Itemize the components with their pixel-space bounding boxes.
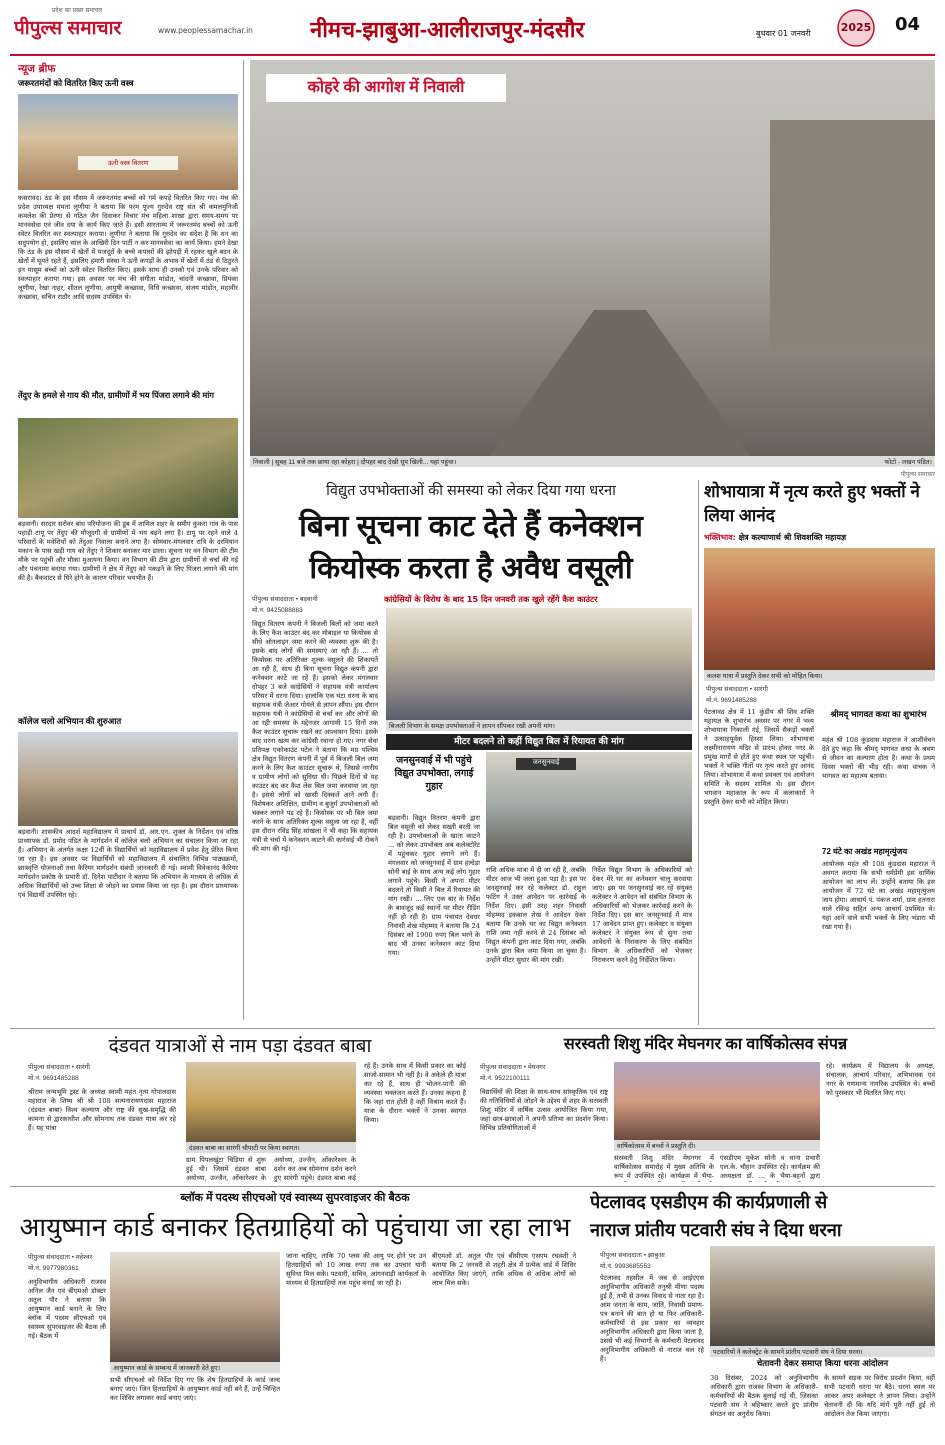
ayushman-col3: जाना चाहिए, ताकि 70 प्लस की आयु पर होने पर उन हितग्राहियों को 10 लाख रुपए तक का उपचार यानी सुविधा मिल सके। पटवारी, सचिव, आंगनवाड़ी कार्यकर्ता के माध्यम से हितग्राहियों तक पहुंच बनाई जा रही है। xyxy=(286,1252,426,1287)
meter-col3: निर्देश विद्युत विभाग के अधिकारियों को देकर मेरे घर का कनेक्शन चालू करवाया जाए। इस पर जनसुनवाई कर रहे संयुक्त कलेक्टर ने आवेदन को संबंधित विभाग के अधिकारियों को भेजकर कार्रवाई करने के निर्देश दिए। इस बार जनसुनवाई में मात्र 17 आवेदन प्राप्त हुए। कलेक्टर व संयुक्त कलेक्टर ने संयुक्त रूप से सुना तथा आवेदनों के निराकरण के लिए संबंधित विभाग के अधिकारियों को भेजकर निराकरण करने हेतु निर्देशित किया। xyxy=(592,866,692,964)
saraswati-col2: सरस्वती शिशु मंदिर मेघनगर में वार्षिकोत्सव समारोह में मुख्य अतिथि के रूप में उपस्थित रहे। कार्यक्रम में भैया- xyxy=(614,1154,714,1180)
column-divider xyxy=(243,60,244,1020)
ayushman-story xyxy=(14,1190,576,1440)
masthead-rule xyxy=(10,54,935,56)
main-story xyxy=(250,480,692,1025)
fog-photo-source: पीपुल्स समाचार xyxy=(900,471,935,478)
patwari-headline-2: नाराज प्रांतीय पटवारी संघ ने दिया धरना xyxy=(590,1220,842,1240)
brief3-title: कॉलेज चलो अभियान की शुरुआत xyxy=(18,716,122,726)
patwari-col1: पेटलावद तहसील में जब से आईएएस अनुविभागीय अधिकारी तनुश्री मीणा पदस्थ हुई हैं, तभी से उनका विवाद से नाता रहा है। आम जनता के काम, जाति, निवासी प्रमाण-पत्र बनाने की बात हो या फिर अधिकारी-कर्मचारियों से इस प्रकार का व्यवहार अनुविभागीय अधिकारी द्वारा किया जाता है, उससे भी कई विभागों के कर्मचारी पेटलावद अनुविभागीय अधिकारी से नाराज चल रहे हैं। xyxy=(600,1274,704,1363)
right-byline: पीपुल्स संवाददाता • सारंगी मो.नं. 9691485288 xyxy=(706,686,768,704)
dandavat-byline: पीपुल्स संवाददाता • सारंगी मो.नं. 9691485288 xyxy=(28,1064,90,1082)
dandavat-col2: ग्राम पिपलखुंटा चिड़िया से शुरू हुई थी। जिसमें दंडवत बाबा अयोध्या, उज्जैन, ओंकारेश्वर के xyxy=(186,1156,266,1182)
issue-date: बुधवार 01 जनवरी xyxy=(756,29,811,38)
right-sub2-title: 72 घंटे का अखंड महामृत्युंजय xyxy=(822,847,908,856)
main-byline: पीपुल्स संवाददाता • बड़वानी मो.नं. 9425088883 xyxy=(252,596,318,614)
right-kicker: भक्तिभाव: क्षेत्र कल्याणार्थ श्री शिवशक्ति महायज्ञ xyxy=(704,533,847,542)
ayushman-kicker: ब्लॉक में पदस्थ सीएचओ एवं स्वास्थ्य सुपरवाइजर की बैठक xyxy=(180,1192,410,1204)
dandavat-col3: अयोध्या, उज्जैन, ओंकारेश्वर के दर्शन कर अब सोमनाथ दर्शन करने हुए सारंगी पहुंचे। दंडवत बाबा कई xyxy=(274,1156,356,1182)
brief1-photo xyxy=(18,94,238,190)
masthead-tagline: प्रदेश का प्रखर समाचार xyxy=(52,7,103,14)
dandavat-story xyxy=(14,1032,466,1182)
brief3-photo xyxy=(18,732,238,826)
dandavat-photo-caption: दंडवत बाबा का सारंगी चौपाटी पर किया स्वागत। xyxy=(186,1142,356,1153)
brief1-photo-banner: ऊनी वस्त्र वितरण xyxy=(78,156,178,170)
main-headline-2: कियोस्क करता है अवैध वसूली xyxy=(309,552,633,585)
news-brief-label: न्यूज ब्रीफ xyxy=(18,63,56,75)
lower-rule xyxy=(10,1186,935,1187)
right-sub1-title: श्रीमद् भागवत कथा का शुभारंभ xyxy=(830,709,927,719)
brief2-title: तेंदुए के हमले से गाय की मौत, ग्रामीणों में भय पिंजरा लगाने की मांग xyxy=(18,391,214,400)
meter-photo-label: जनसुनवाई xyxy=(516,758,576,770)
brief1-body: कसरावद। ठंड के इस मौसम में जरूरतमंद बच्चों को गर्म कपड़े वितरित किए गए। मंच की प्रदेश उपाध्यक्ष ममता लूणीया ने बताया कि परम पूज्य गुरुदेव राष्ट्र संत श्री कमलमुनिजी कमलेश की प्रेरणा से गठित जैन दिवाकर विचार मंच महिला शाखा द्वारा समय-समय पर मानवसेवा एवं जीव दया के कार्य किए जाते हैं। इसी सारताम्य में जरूरतमंद बच्चों को ऊनी स्वेटर वितरित कर स्वल्पाहार कराया। लूणीया ने बताया कि गुरुदेव का संदेश है कि धन का सदुपयोग हो, इसलिए साल के आखिरी दिन पार्टी न कर मानवसेवा का कार्य किया। हमने देखा कि ठंड के इस मौसम में खेतों में मजदूरों के बच्चे कपासों की झोपड़ी में रहकर खुले बदन के खेतों में घूमते रहते हैं, इसलिए हमारी संस्था ने ऊनी कपड़ों के अभाव में खेतों में ठंड से ठिठुरते इन मासूम बच्चों को ऊनी स्वेटर वितरित किए। इसके साथ ही उनको एवं उनके परिवार को स्वल्पाहार कराया गया। इस अवसर पर मंच की संगीता मांडोत, चांदनी कच्छावा, प्रियंका लूणीया, रेखा नाहर, शीतल लूणीया, आयुषी कच्छावा, विधि कच्छावा, संजय मांडोत, महावीर कच्छावा, सचिन राठौर आदि सदस्य उपस्थित थे। xyxy=(18,194,238,301)
saraswati-photo-caption: वार्षिकोत्सव में बच्चों ने प्रस्तुति दी। xyxy=(614,1140,820,1151)
ayushman-col2: सभी सीएचओ को निर्देश दिए गए कि शेष हितग्राहियों के कार्ड जल्द बनाए जाएं। जिन हितग्राहियों के आयुष्मान कार्ड नहीं बने हैं, उन्हें चिन्हित कर शिविर लगाकर कार्ड बनाए जाएं। xyxy=(110,1376,280,1402)
mid-rule xyxy=(10,1028,935,1029)
saraswati-photo xyxy=(614,1062,820,1140)
saraswati-col3: एसडीएम मुकेश सोनी व थाना प्रभारी एल.के. चौहान उपस्थित रहे। कार्यक्रम की अध्यक्षता डॉ. ... के भैया-बहनों द्वारा xyxy=(720,1154,820,1180)
fog-photo-banner: कोहरे की आगोश में निवाली xyxy=(266,74,506,102)
ayushman-col4: बीएमओ डॉ. अतुल पौर एवं बीसीएम एसएम रघवंशी ने बताया कि 2 जनवरी से शहरी क्षेत्र में प्रत्येक वार्ड में शिविर आयोजित किए जाएंगे, ताकि अधिक से अधिक लोगों को लाभ मिल सके। xyxy=(432,1252,576,1287)
right-col2: महंत श्री 108 कुंडदास महाराज ने आशीर्वचन देते हुए कहा कि श्रीमद् भागवत कथा के श्रवण से जीवन का कल्याण होता है। कथा के प्रथम दिवस भक्तों की भीड़ रही। कथा वाचक ने भागवत का महात्म्य बताया। xyxy=(822,736,935,780)
dandavat-headline: दंडवत यात्राओं से नाम पड़ा दंडवत बाबा xyxy=(108,1036,372,1057)
right-col1: पेटलावद क्षेत्र में 11 कुंडीय श्री शिव शक्ति महायज्ञ के शुभारंभ अवसर पर नगर में भव्य शोभायात्रा निकाली गई, जिसमें सैकड़ों भक्तों ने उत्साहपूर्वक हिस्सा लिया। शोभायात्रा लक्ष्मीनारायण मंदिर से प्रारंभ होकर नगर के प्रमुख मार्गों से होते हुए कथा स्थल पर पहुंची। भक्तों ने भक्ति गीतों पर नृत्य करते हुए आनंद लिया। शोभायात्रा में कथा प्रवक्ता एवं आयोजन समिति के सदस्य शामिल थे। इस दौरान भगवान महाकाल के रूप में कलाकारों ने प्रस्तुति देकर सभी को मोहित किया। xyxy=(704,708,814,806)
meter-col1: बड़वानी। विद्युत वितरण कंपनी द्वारा बिल वसूली को लेकर सख्ती बरती जा रही है। उपभोक्ताओं के खाता काटने ... को लेकर उपभोक्ता अब कलेक्टोरेट में पहुंचकर गुहार लगाने लगे हैं। मंगलवार को जनसुनवाई में ग्राम हल्देड़ा सोनी बाई के साथ अन्य कई लोग गुहार लगाने पहुंचे। किसी ने अपना मीटर बदलने तो किसी ने बिल में रियायत की मांग रखी। ... लिए एक बार के निर्देश के बावजूद कई स्थानों पर मीटर रीडिंग नहीं हो रही है। ग्राम पंचायत देवधर निवासी शेख मोहम्मद ने बताया कि 24 दिसंबर को 1900 रुपए बिल भरने के बाद भी उनका कनेक्शन काट दिया गया। xyxy=(388,814,480,957)
saraswati-col1: विद्यार्थियों की शिक्षा के साथ-साथ सांस्कृतिक एवं राष्ट्र की गतिविधियों से जोड़ने के उद्देश्य से शहर के सरस्वती शिशु मंदिर में वार्षिक उत्सव आयोजित किया गया, जहां छात्र-छात्राओं ने अपनी प्रतिभा का प्रदर्शन किया। विभिन्न प्रतियोगिताओं में xyxy=(480,1088,608,1132)
ayushman-photo-caption: आयुष्मान कार्ड के सम्बन्ध में जानकारी देते हुए। xyxy=(110,1362,280,1373)
dandavat-col4: रहे हैं। उनके साथ में किसी प्रकार का कोई साजो-सामान भी नहीं है। वे अकेले ही यात्रा कर रहे हैं, साथ ही भोजन-पानी की व्यवस्था भक्तजन करते हैं। उनका कहना है कि जहां रात होती है वहीं विश्राम करते हैं। यात्रा के दौरान भक्तों ने उनका स्वागत किया। xyxy=(364,1062,466,1124)
patwari-col3: के सामने सड़क पर विरोध प्रदर्शन किया, वहीं सभी पटवारी धरना पर बैठे। धरना स्थल पर आकर अपर कलेक्टर ने ज्ञापन लिया। उन्होंने चेतावनी दी कि यदि मांगें पूरी नहीं हुईं तो आंदोलन तेज किया जाएगा। xyxy=(824,1374,935,1418)
meter-headline: जनसुनवाई में भी पहुंचे विद्युत उपभोक्ता, लगाई गुहार xyxy=(394,755,474,792)
patwari-byline: पीपुल्स संवाददाता • झाबुआ मो.नं. 9993685553 xyxy=(600,1252,665,1270)
meter-col2: राशि अधिक मात्रा में दी जा रही है, जबकि मीटर आज भी जला हुआ पड़ा है। इस पर जनसुनवाई कर रहे कलेक्टर डॉ. राहुल फटिंग ने उक्त आवेदन पर कार्रवाई के निर्देश दिए। इसी तरह शहर निवासी मोहम्मद इकबाल शेख ने आवेदन देकर बताया कि उनके घर का विद्युत कनेक्शन राशि जमा नहीं करने से 24 दिसंबर को विद्युत कंपनी द्वारा काट दिया गया, जबकि उनके द्वारा बिल जमा किया जा चुका है। उन्होंने मीटर सुधार की मांग रखी। xyxy=(486,866,586,964)
main-headline-1: बिना सूचना काट देते हैं कनेक्शन xyxy=(299,510,643,543)
dandavat-col1: श्रीराम जन्मभूमि ट्रस्ट के अध्यक्ष स्वामी महंत नृत्य गोपालदास महाराज के शिष्य श्री श्री 108 सत्यनारायणदास महाराज (दंडवत बाबा) विश्व कल्याण और राष्ट्र की सुख-समृद्धि की कामना से द्वारकाधीश और सोमनाथ तक दंडवत यात्रा कर रहे हैं। यह यात्रा xyxy=(28,1088,176,1132)
right-divider xyxy=(698,480,699,1025)
fog-photo-caption: निवाली | सुबह 11 बजे तक छाया रहा कोहरा | दोपहर बाद देखी धूप खिली... यहां पहुंचा। xyxy=(250,456,790,467)
brief1-title: जरूरतमंदों को वितरित किए ऊनी वस्त्र xyxy=(18,78,134,88)
main-photo-caption: बिजली विभाग के समक्ष उपभोक्ताओं ने ज्ञापन सौंपकर रखी अपनी मांग। xyxy=(386,720,692,731)
dandavat-photo xyxy=(186,1062,356,1142)
right-headline: शोभायात्रा में नृत्य करते हुए भक्तों ने लिया आनंद xyxy=(704,482,920,525)
right-col3: आयोजक महंत श्री 108 कुंडदास महाराज ने अवगत कराया कि सभी धर्मप्रेमी इस धार्मिक आयोजन का लाभ लें। उन्होंने बताया कि इस आयोजन में 72 घंटे का अखंड महामृत्युंजय जाप होगा। आचार्य पं. पंकज शर्मा, ग्राम हतनारा वाले रविन्द्र सहित अन्य आचार्य उपस्थित थे। यहां आने वाले सभी भक्तों के लिए भंडारा भी रखा गया है। xyxy=(822,860,935,931)
fog-photo xyxy=(250,60,935,456)
saraswati-story xyxy=(476,1032,935,1182)
website-link[interactable]: www.peoplessamachar.in xyxy=(158,26,253,35)
main-kicker: विद्युत उपभोक्ताओं की समस्या को लेकर दिया गया धरना xyxy=(326,483,616,499)
patwari-photo-caption: पटवारियों ने कलेक्ट्रेट के सामने प्रांतीय पटवारी संघ ने दिया धरना। xyxy=(710,1346,935,1357)
main-col1: विद्युत वितरण कंपनी ने बिजली बिलों को जमा करने के लिए कैश काउंटर बंद कर मोबाइल या कियोस्क से सीधे ऑनलाइन जमा करने की व्यवस्था शुरू की है। इसके बाद लोगों की समस्याएं आ रही हैं। ... तो कियोस्क पर अतिरिक्त शुल्क वसूलने की शिकायतें आ रही हैं, साथ ही बिना सूचना विद्युत कंपनी द्वारा कनेक्शन काटे जा रहे हैं। इसको लेकर मंगलवार दोपहर 3 बजे कांग्रेसियों ने सहायक यंत्री कार्यालय परिसर में धरना दिया। हालांकि एक घंटा धरना के बाद सहायक यंत्री जेआर गोयले से ज्ञापन सौंपा। इस दौरान सहायक यंत्री ने कांग्रेसियों से चर्चा कर और लोगों की आ रही समस्या के मद्देनजर आगामी 15 दिनों तक कैश काउंटर सुचारू रखने का आश्वासन दिया। इसके बाद धरना खत्म कर कांग्रेसी रवाना हो गए। नगर सेवा प्रतिपक्ष एकोकाउंट पटेल ने बताया कि मप्र पश्चिम क्षेत्र विद्युत वितरण कंपनी में पूर्व में बिजली बिल जमा करने के लिए कैश काउंटर सुचारू थे, जिससे नगरीय व ग्रामीण लोगों को सुविधा थी। पिछले दिनों से यह काउंटर बंद कर कैश लेस बिल जमा करवाया जा रहा है। इससे लोगों को खासी दिक्कतें आने लगी हैं। विशेषकर अशिक्षित, ग्रामीण व बुजुर्ग उपभोक्ताओं को चक्कर लगाने पड़ रहे हैं। कियोस्क पर भी बिल जमा करने के साथ अतिरिक्त शुल्क वसूला जा रहा है, वहीं इस दौरान रविंद्र सिंह सांखला ने भी कहा कि सहायक यंत्री से चर्चा में कनेक्शन काटने की कार्रवाई भी रोकने की मांग की गई। xyxy=(252,620,378,853)
masthead-logo: पीपुल्स समाचार xyxy=(14,18,122,39)
ayushman-headline: आयुष्मान कार्ड बनाकर हितग्राहियों को पहुंचाया जा रहा लाभ xyxy=(19,1212,571,1242)
patwari-col2: 30 दिसंबर, 2024 को अनुविभागीय अधिकारी द्वारा राजस्व विभाग के अधिकारी-कर्मचारियों की बैठक बुलाई गई थी, जिसका पटवारी संघ ने बहिष्कार करते हुए प्रांतीय संगठन का अनुरोध किया। xyxy=(710,1374,818,1418)
main-photo xyxy=(386,608,692,720)
patwari-photo xyxy=(710,1246,935,1346)
right-photo-caption: कलश यात्रा में प्रस्तुति देकर सभी को मोहित किया। xyxy=(704,670,935,681)
saraswati-byline: पीपुल्स संवाददाता • मेघनगर मो.नं. 9522100111 xyxy=(480,1064,546,1082)
patwari-strip: चेतावनी देकर समाप्त किया धरना आंदोलन xyxy=(756,1359,889,1369)
news-brief-column xyxy=(14,60,238,1025)
patwari-headline-1: पेटलावद एसडीएम की कार्यप्रणाली से xyxy=(590,1192,828,1212)
brief2-photo xyxy=(18,418,238,518)
saraswati-col4: रहे। कार्यक्रम में विद्यालय के अध्यक्ष, संचालक, आचार्य परिवार, अभिभावक एवं नगर के गणमान्य नागरिक उपस्थित थे। बच्चों को पुरस्कार भी वितरित किए गए। xyxy=(826,1062,935,1097)
ayushman-byline: पीपुल्स संवाददाता • महेश्वर मो.नं. 9977980361 xyxy=(28,1254,93,1272)
masthead xyxy=(0,0,945,58)
right-photo xyxy=(704,548,935,670)
meter-photo xyxy=(486,752,692,862)
patwari-story xyxy=(590,1190,935,1440)
saraswati-headline: सरस्वती शिशु मंदिर मेघनगर का वार्षिकोत्सव संपन्न xyxy=(563,1036,848,1053)
edition-title: नीमच-झाबुआ-आलीराजपुर-मंदसौर xyxy=(310,17,585,42)
page-number: 04 xyxy=(895,14,921,35)
ayushman-photo xyxy=(110,1252,280,1362)
fog-building-right xyxy=(770,120,935,350)
right-story xyxy=(704,480,935,1025)
fog-photo-credit: फोटो - लखन पंडित। xyxy=(790,456,935,467)
meter-strip: मीटर बदलने तो कहीं विद्युत बिल में रियायत की मांग xyxy=(386,734,692,750)
fog-road xyxy=(490,310,750,456)
ayushman-col1: अनुविभागीय अधिकारी राजस्व अनिल जैन एवं बीएमओ डॉक्टर अतुल पौर ने बताया कि आयुष्मान कार्ड बनाने के लिए ब्लॉक में पदस्थ सीएचओ एवं स्वास्थ्य सुपरवाइजर की बैठक ली गई। बैठक में xyxy=(28,1278,106,1340)
brief2-body: बड़वानी। सरदार सरोवर बांध परियोजना की डूब में शामिल शहर के समीप कुकरा गांव के पास पहाड़ी टापू पर तेंदुए की मौजूदगी से ग्रामीणों में भय बढ़ने लगा है। टापू पर रहने वाले 4 परिवारों के मवेशियों को तेंदुआ निवाला बनाने लगा है। सोमवार-मंगलवार रात्रि के दरमियान मकान के पास खड़ी गाय को तेंदुए ने शिकार बनाकर मार डाला। सूचना पर वन विभाग की टीम मौके पर पहुंची और मौका मुआयना किया। वन विभाग की टीम द्वारा ग्रामीणों से चर्चा की गई और पंचनामा बनाया गया। ग्रामीणों ने क्षेत्र में तेंदुए को पकड़ने के लिए पिंजरा लगाने की मांग की है। बैकवाटर से घिरे होने के कारण परिवार भयभीत हैं। xyxy=(18,520,238,582)
main-subhead: कांग्रेसियों के विरोध के बाद 15 दिन जनवरी तक खुले रहेंगे कैश काउंटर xyxy=(384,594,598,604)
brief3-body: बड़वानी। शासकीय आदर्श महाविद्यालय में प्राचार्य डॉ. आर.एन. शुक्ल के निर्देशन एवं वरिष्ठ प्राध्यापक डॉ. प्रमोद पंडित के मार्गदर्शन में कॉलेज चलो अभियान का संचालन किया जा रहा है। अभियान के अंतर्गत कक्षा 12वीं के विद्यार्थियों को महाविद्यालय में प्रवेश हेतु प्रेरित किया जा रहा है। इस अवसर पर विद्यार्थियों को महाविद्यालय में संचालित विभिन्न पाठ्यक्रमों, छात्रवृत्ति योजनाओं तथा कैरियर मार्गदर्शन संबंधी जानकारी दी गई। स्वामी विवेकानंद कैरियर मार्गदर्शन प्रकोष्ठ के प्रभारी डॉ. दिनेश पाटीदार ने बताया कि अभियान के माध्यम से अधिक से अधिक विद्यार्थियों को उच्च शिक्षा से जोड़ने का प्रयास किया जा रहा है। इस दौरान प्राध्यापक एवं विद्यार्थी उपस्थित रहे। xyxy=(18,828,238,899)
year-badge: 2025 xyxy=(832,8,880,48)
